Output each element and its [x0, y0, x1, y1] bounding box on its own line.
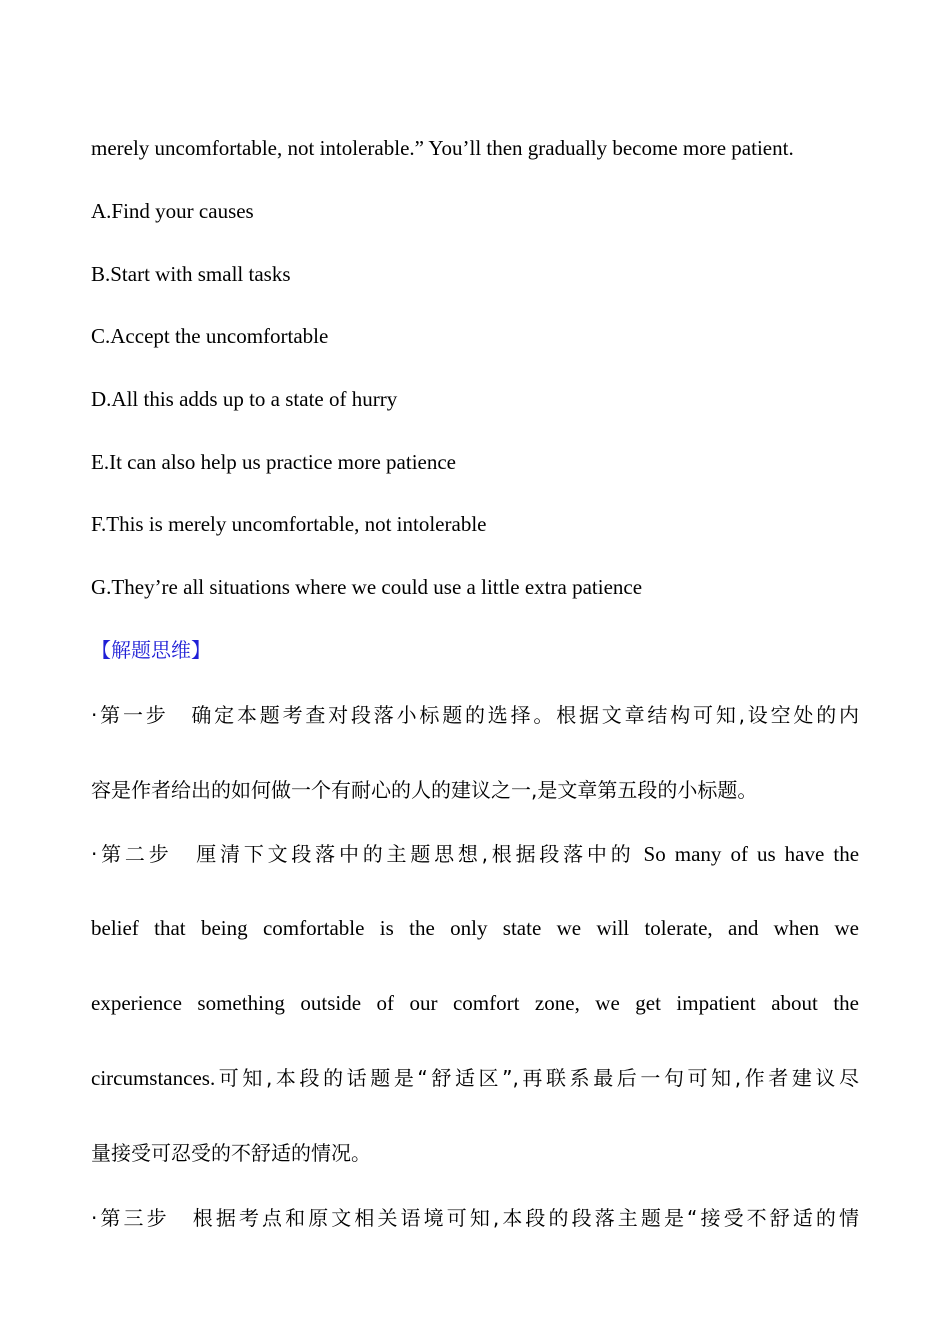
analysis-heading: 【解题思维】 — [91, 638, 211, 662]
step2-line3: experience something outside of our comfort zone, we get impatient about the — [91, 991, 859, 1015]
option-g: G.They’re all situations where we could use a little extra patience — [91, 575, 643, 599]
step2-line4-cn: 可知,本段的话题是“舒适区”,再联系最后一句可知,作者建议尽 — [215, 1066, 859, 1090]
step2-line1 — [91, 840, 859, 868]
step1-line2: 容是作者给出的如何做一个有耐心的人的建议之一,是文章第五段的小标题。 — [91, 778, 758, 802]
option-b: B.Start with small tasks — [91, 262, 291, 286]
step2-line5: 量接受可忍受的不舒适的情况。 — [91, 1141, 371, 1165]
step2-line4 — [91, 1064, 859, 1092]
step3-line1: ·第三步 根据考点和原文相关语境可知,本段的段落主题是“接受不舒适的情 — [91, 1206, 859, 1230]
option-a: A.Find your causes — [91, 199, 254, 223]
step2-line4-en: circumstances. — [91, 1066, 216, 1090]
step2-line2: belief that being comfortable is the only state we will tolerate, and when we — [91, 916, 859, 940]
step2-line1-en: So many of us have the — [634, 842, 860, 866]
passage-tail: merely uncomfortable, not intolerable.” You’ll then gradually become more patient. — [91, 136, 794, 160]
option-c: C.Accept the uncomfortable — [91, 324, 329, 348]
option-d: D.All this adds up to a state of hurry — [91, 387, 398, 411]
step2-line1-cn: ·第二步 厘清下文段落中的主题思想,根据段落中的 — [91, 842, 635, 866]
option-e: E.It can also help us practice more patience — [91, 450, 456, 474]
option-f: F.This is merely uncomfortable, not intolerable — [91, 512, 487, 536]
step1-line1: ·第一步 确定本题考查对段落小标题的选择。根据文章结构可知,设空处的内 — [91, 703, 859, 727]
